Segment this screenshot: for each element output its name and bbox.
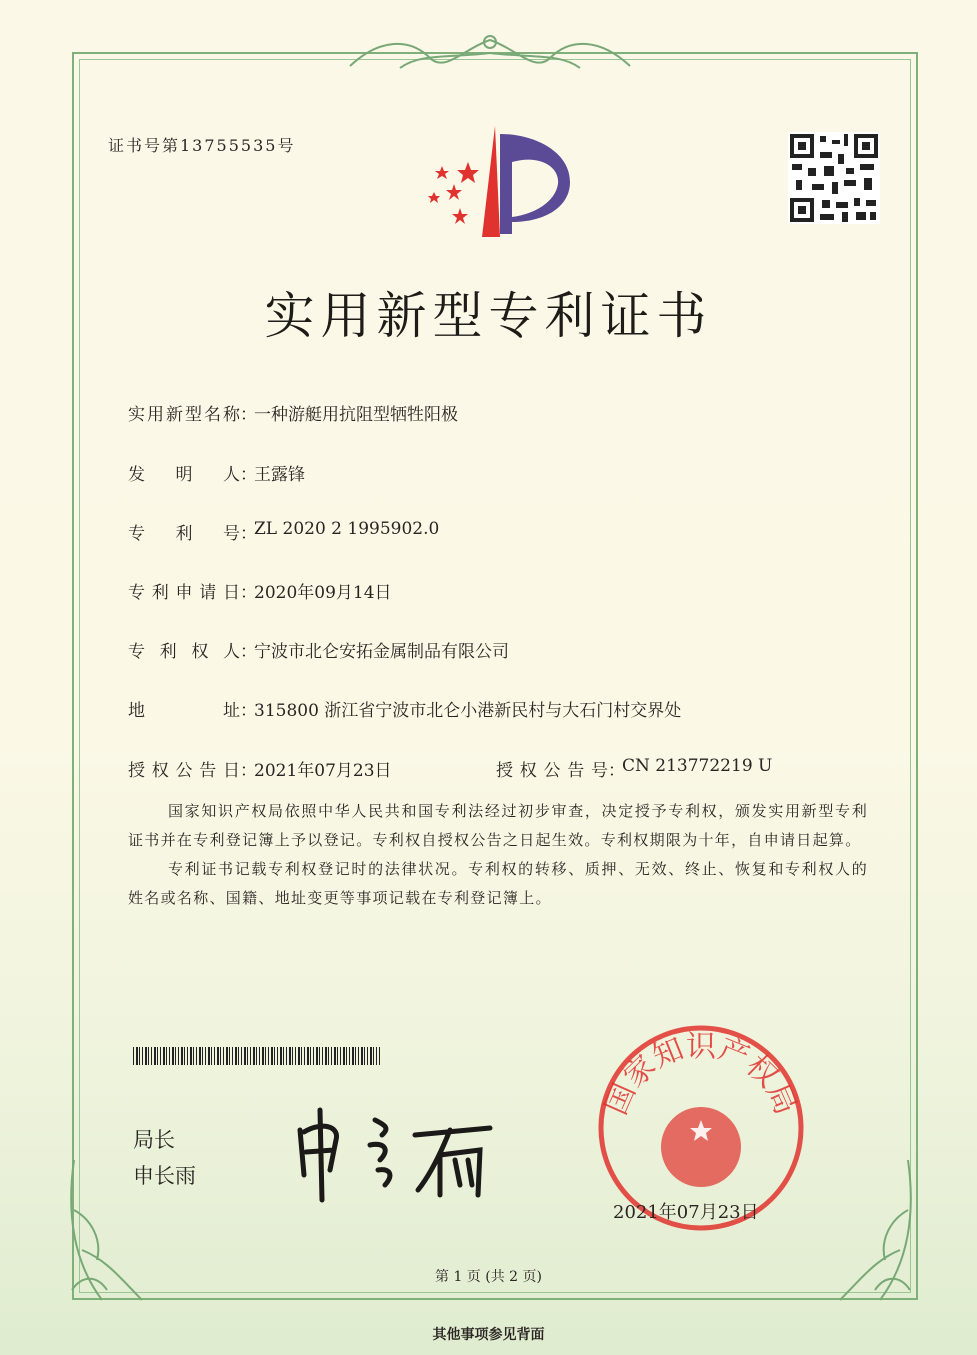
back-note: 其他事项参见背面 xyxy=(432,1327,545,1343)
barcode xyxy=(133,1047,380,1065)
national-emblem-icon xyxy=(661,1107,741,1187)
field-value: ZL 2020 2 1995902.0 xyxy=(254,519,440,539)
field-label: 发明人 xyxy=(128,465,240,485)
field-label: 地址 xyxy=(128,701,240,721)
top-ornament-icon xyxy=(340,28,640,78)
field-name: 实用新型名称 ： 一种游艇用抗阻型牺牲阳极 xyxy=(128,400,458,425)
field-patent-number: 专利号 ： ZL 2020 2 1995902.0 xyxy=(128,519,440,544)
field-application-date: 专利申请日 ： 2020年09月14日 xyxy=(128,578,392,603)
page-indicator: 第 1 页 (共 2 页) xyxy=(435,1269,542,1285)
certificate-title: 实用新型专利证书 xyxy=(264,287,713,345)
field-label: 授权公告日 xyxy=(128,761,240,781)
director-signature xyxy=(290,1100,505,1205)
svg-text:国家知识产权局 xyxy=(599,1029,803,1120)
certificate-number: 证书号第13755535号 xyxy=(108,136,296,155)
field-grant-date: 授权公告日 ： 2021年07月23日 xyxy=(128,756,392,781)
field-label: 授权公告号 xyxy=(496,761,608,781)
field-address: 地址 ： 315800 浙江省宁波市北仑小港新民村与大石门村交界处 xyxy=(128,696,681,721)
certificate-statement xyxy=(128,797,868,913)
field-value: 一种游艇用抗阻型牺牲阳极 xyxy=(254,405,458,425)
corner-ornament-right-icon xyxy=(830,1150,920,1310)
field-value: CN 213772219 U xyxy=(622,756,773,776)
seal-text: 国家知识产权局 xyxy=(598,1029,804,1120)
field-label: 专利号 xyxy=(128,524,240,544)
field-value: 2020年09月14日 xyxy=(254,583,392,603)
field-grant-number: 授权公告号 ： CN 213772219 U xyxy=(496,756,773,781)
seal-date: 2021年07月23日 xyxy=(613,1202,759,1223)
director-title: 局长 xyxy=(133,1128,175,1152)
paragraph: 国家知识产权局依照中华人民共和国专利法经过初步审查，决定授予专利权，颁发实用新型专利证书并在专利登记簿上予以登记。专利权自授权公告之日起生效。专利权期限为十年，自申请日起算。 xyxy=(128,802,868,849)
director-name: 申长雨 xyxy=(133,1164,196,1188)
field-value: 宁波市北仑安拓金属制品有限公司 xyxy=(254,642,509,662)
field-label: 专利权人 xyxy=(128,642,240,662)
cnipa-logo-icon xyxy=(420,122,575,240)
field-value: 王露锋 xyxy=(254,465,305,485)
field-label: 专利申请日 xyxy=(128,583,240,603)
field-patentee: 专利权人 ： 宁波市北仑安拓金属制品有限公司 xyxy=(128,637,509,662)
paragraph: 专利证书记载专利权登记时的法律状况。专利权的转移、质押、无效、终止、恢复和专利权人的姓名或名称、国籍、地址变更等事项记载在专利登记簿上。 xyxy=(128,860,868,907)
field-inventor: 发明人 ： 王露锋 xyxy=(128,460,305,485)
qr-code-icon xyxy=(788,132,880,224)
field-value: 2021年07月23日 xyxy=(254,761,392,781)
field-value: 315800 浙江省宁波市北仑小港新民村与大石门村交界处 xyxy=(254,701,682,721)
field-label: 实用新型名称 xyxy=(128,405,240,425)
